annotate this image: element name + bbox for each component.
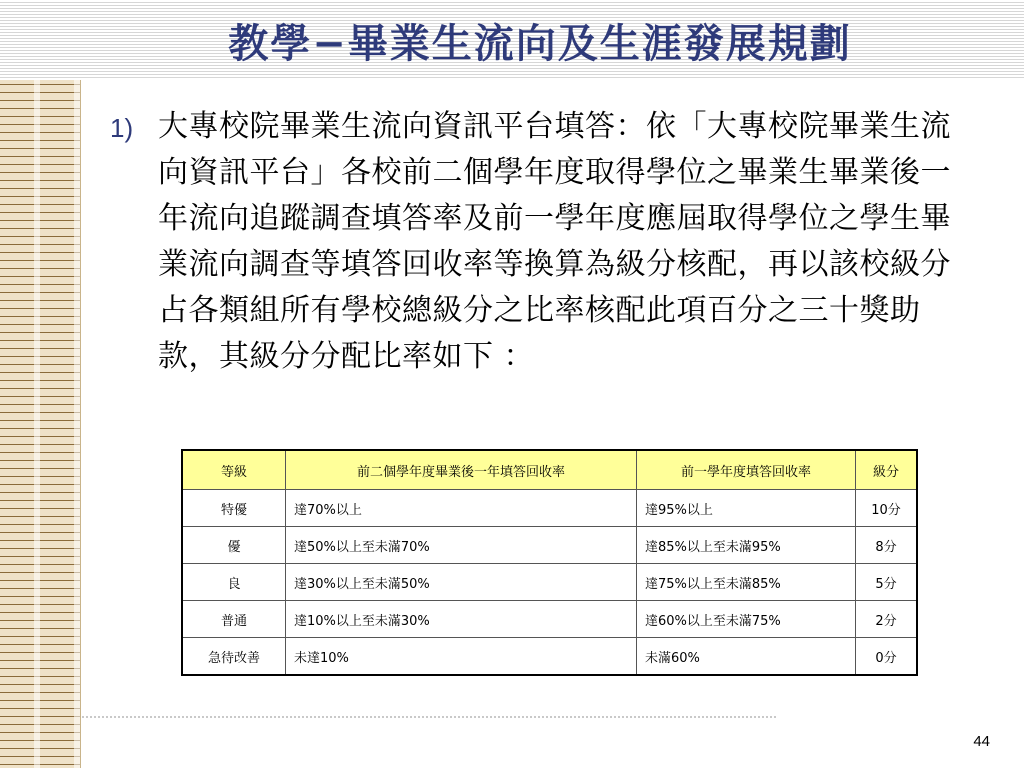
body-paragraph: 大專校院畢業生流向資訊平台填答：依「大專校院畢業生流向資訊平台」各校前二個學年度取得學位之畢業生畢業後一年流向追蹤調查填答率及前一學年度應屆取得學位之學生畢業流向調查等填答回收率等換算為級分核配，再以該校級分占各類組所有學校總級分之比率核配此項百分之三十獎助款，其級分分配比率如下 ： bbox=[158, 109, 951, 374]
cell-points: 2分 bbox=[856, 601, 918, 638]
table-row bbox=[182, 490, 917, 527]
cell-points: 8分 bbox=[856, 527, 918, 564]
cell-points: 10分 bbox=[856, 490, 918, 527]
table-row bbox=[182, 564, 917, 601]
cell-grade: 普通 bbox=[182, 601, 286, 638]
cell-grade: 良 bbox=[182, 564, 286, 601]
header-grade: 等級 bbox=[182, 450, 286, 490]
bottom-divider bbox=[82, 716, 776, 718]
table-row bbox=[182, 638, 917, 676]
cell-prev-year-rate: 達85%以上至未滿95% bbox=[637, 527, 856, 564]
table-row bbox=[182, 527, 917, 564]
cell-prev-year-rate: 達95%以上 bbox=[637, 490, 856, 527]
grade-table bbox=[181, 449, 918, 676]
cell-grade: 特優 bbox=[182, 490, 286, 527]
table-header-row bbox=[182, 450, 917, 490]
cell-points: 5分 bbox=[856, 564, 918, 601]
page-number: 44 bbox=[973, 733, 990, 750]
cell-two-year-rate: 達10%以上至未滿30% bbox=[286, 601, 637, 638]
cell-points: 0分 bbox=[856, 638, 918, 676]
header-prev-year-rate: 前一學年度填答回收率 bbox=[637, 450, 856, 490]
cell-grade: 優 bbox=[182, 527, 286, 564]
cell-two-year-rate: 達30%以上至未滿50% bbox=[286, 564, 637, 601]
cell-two-year-rate: 未達10% bbox=[286, 638, 637, 676]
table-row bbox=[182, 601, 917, 638]
list-item-number: 1) bbox=[110, 113, 134, 143]
cell-two-year-rate: 達70%以上 bbox=[286, 490, 637, 527]
header-two-year-rate: 前二個學年度畢業後一年填答回收率 bbox=[286, 450, 637, 490]
slide-title: 教學−畢業生流向及生涯發展規劃 bbox=[228, 20, 852, 67]
cell-prev-year-rate: 未滿60% bbox=[637, 638, 856, 676]
left-decorative-band bbox=[0, 80, 81, 768]
cell-prev-year-rate: 達75%以上至未滿85% bbox=[637, 564, 856, 601]
header-points: 級分 bbox=[856, 450, 918, 490]
cell-grade: 急待改善 bbox=[182, 638, 286, 676]
cell-prev-year-rate: 達60%以上至未滿75% bbox=[637, 601, 856, 638]
cell-two-year-rate: 達50%以上至未滿70% bbox=[286, 527, 637, 564]
